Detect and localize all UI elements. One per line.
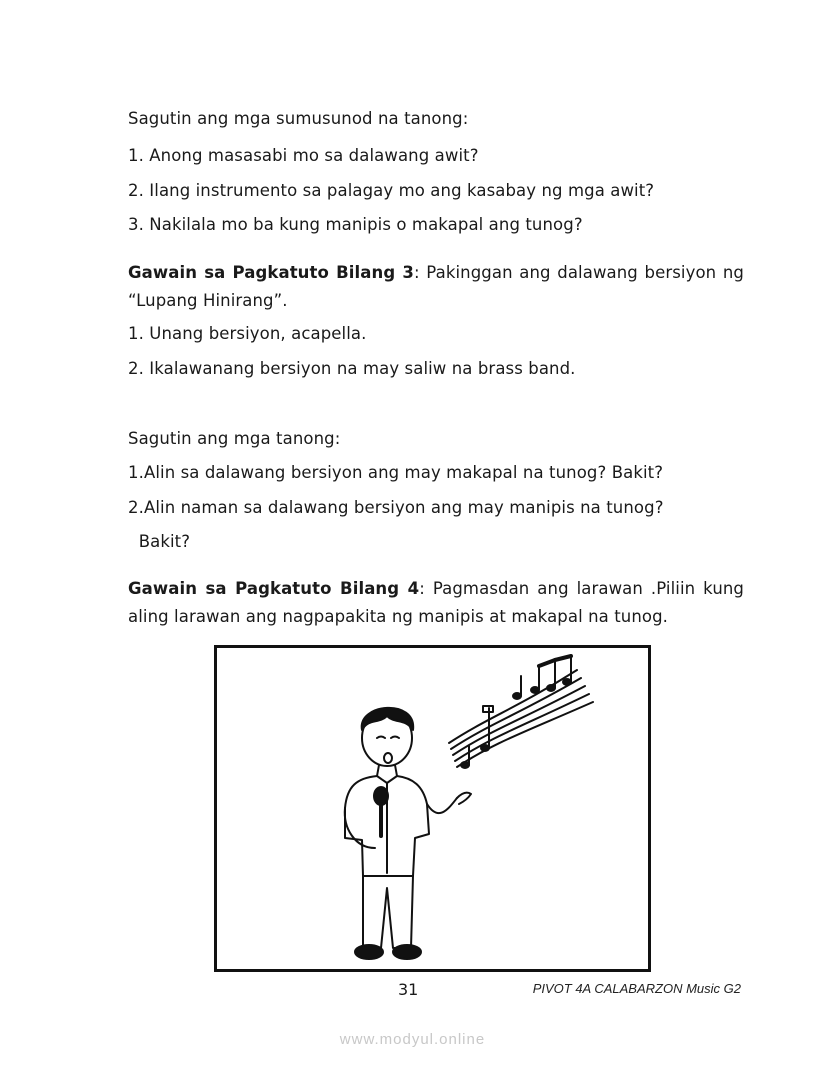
picture-frame (214, 645, 651, 972)
page-number: 31 (398, 980, 419, 999)
activity4-heading (128, 578, 744, 600)
question-2: 2. Ilang instrumento sa palagay mo ang kasabay ng mga awit? (128, 181, 655, 200)
question-3: 3. Nakilala mo ba kung manipis o makapal ang tunog? (128, 215, 583, 234)
activity3-item-1: 1. Unang bersiyon, acapella. (128, 324, 367, 343)
watermark: www.modyul.online (339, 1031, 486, 1048)
section2-question-2-cont: Bakit? (128, 532, 191, 551)
section1-intro: Sagutin ang mga sumusunod na tanong: (128, 109, 469, 128)
activity3-text-line2: “Lupang Hinirang”. (128, 291, 288, 310)
question-1: 1. Anong masasabi mo sa dalawang awit? (128, 146, 479, 165)
activity3-heading (128, 262, 744, 284)
section2-question-2: 2.Alin naman sa dalawang bersiyon ang may manipis na tunog? (128, 498, 664, 517)
singing-boy-with-microphone-icon (217, 648, 648, 969)
section2-intro: Sagutin ang mga tanong: (128, 429, 341, 448)
activity4-label: Gawain sa Pagkatuto Bilang 4 (128, 579, 420, 598)
activity3-item-2: 2. Ikalawanang bersiyon na may saliw na brass band. (128, 359, 576, 378)
activity3-text: : Pakinggan ang dalawang bersiyon ng (414, 263, 744, 282)
activity3-label: Gawain sa Pagkatuto Bilang 3 (128, 263, 414, 282)
activity4-text: : Pagmasdan ang larawan .Piliin kung (419, 579, 745, 598)
section2-question-1: 1.Alin sa dalawang bersiyon ang may makapal na tunog? Bakit? (128, 463, 664, 482)
activity4-text-line2: aling larawan ang nagpapakita ng manipis at makapal na tunog. (128, 607, 669, 626)
series-footer: PIVOT 4A CALABARZON Music G2 (532, 981, 741, 996)
